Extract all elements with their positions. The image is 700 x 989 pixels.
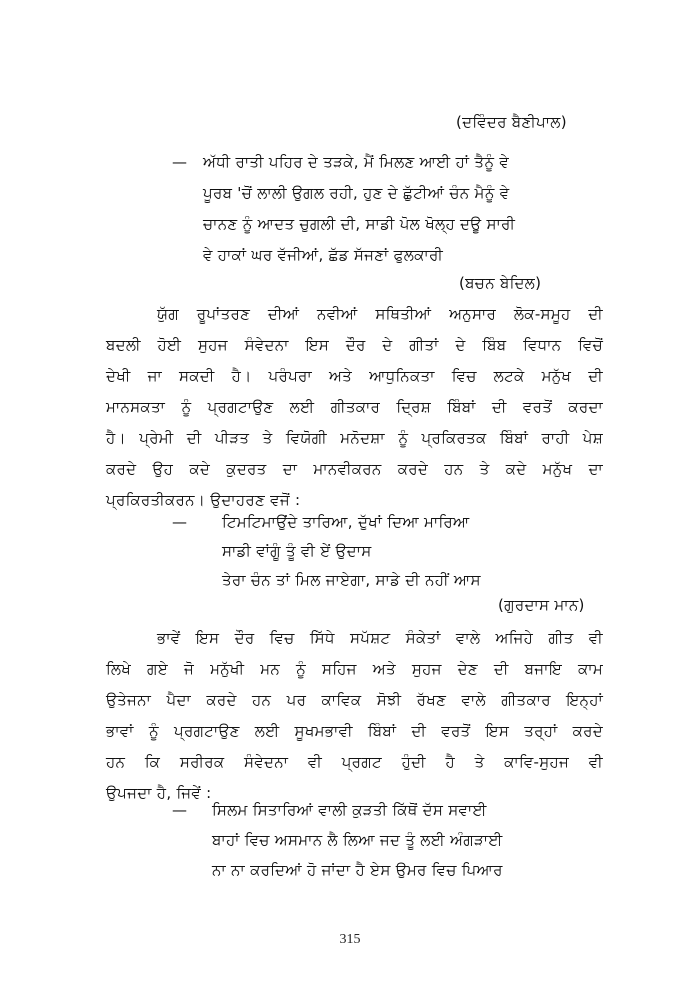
verse-line: ਅੱਧੀ ਰਾਤੀ ਪਹਿਰ ਦੇ ਤੜਕੇ, ਮੈਂ ਮਿਲਣ ਆਈ ਹਾਂ ਤੈਨੂੰ ਵੇ xyxy=(203,153,510,171)
paragraph-line: ਭਾਵੇਂ ਇਸ ਦੌਰ ਵਿਚ ਸਿੱਧੇ ਸਪੱਸ਼ਟ ਸੰਕੇਤਾਂ ਵਾਲੇ ਅਜਿਹੇ ਗੀਤ ਵੀ xyxy=(157,629,603,647)
attribution-davinder-bainipal: (ਦਵਿੰਦਰ ਬੈਣੀਪਾਲ) xyxy=(456,113,567,131)
paragraph-line: ਹੈ। ਪ੍ਰੇਮੀ ਦੀ ਪੀੜਤ ਤੇ ਵਿਯੋਗੀ ਮਨੋਦਸ਼ਾ ਨੂੰ ਪ੍ਰਕਿਰਤਕ ਬਿੰਬਾਂ ਰਾਹੀ ਪੇਸ਼ xyxy=(106,429,603,447)
verse-line: ਚਾਨਣ ਨੂੰ ਆਦਤ ਚੁਗਲੀ ਦੀ, ਸਾਡੀ ਪੋਲ ਖੋਲ੍ਹ ਦਊ ਸਾਰੀ xyxy=(203,215,516,233)
attribution-gurdas-maan: (ਗੁਰਦਾਸ ਮਾਨ) xyxy=(498,596,585,614)
page-number: 315 xyxy=(339,932,361,947)
verse-line: ਵੇ ਹਾਕਾਂ ਘਰ ਵੱਜੀਆਂ, ਛੱਡ ਸੱਜਣਾਂ ਫੁਲਕਾਰੀ xyxy=(203,246,444,264)
attribution-bachan-bedil: (ਬਚਨ ਬੇਦਿਲ) xyxy=(459,274,542,292)
paragraph-line: ਦੇਖੀ ਜਾ ਸਕਦੀ ਹੈ। ਪਰੰਪਰਾ ਅਤੇ ਆਧੁਨਿਕਤਾ ਵਿਚ ਲਟਕੇ ਮਨੁੱਖ ਦੀ xyxy=(106,367,603,385)
paragraph-line: ਬਦਲੀ ਹੋਈ ਸੁਹਜ ਸੰਵੇਦਨਾ ਇਸ ਦੌਰ ਦੇ ਗੀਤਾਂ ਦੇ ਬਿੰਬ ਵਿਧਾਨ ਵਿਚੋਂ xyxy=(106,336,603,354)
verse-line: ਨਾ ਨਾ ਕਰਦਿਆਂ ਹੋ ਜਾਂਦਾ ਹੈ ਏਸ ਉਮਰ ਵਿਚ ਪਿਆਰ xyxy=(212,861,503,879)
verse-dash: — xyxy=(172,513,187,531)
paragraph-line: ਯੁੱਗ ਰੂਪਾਂਤਰਣ ਦੀਆਂ ਨਵੀਆਂ ਸਥਿਤੀਆਂ ਅਨੁਸਾਰ ਲੋਕ-ਸਮੂਹ ਦੀ xyxy=(157,305,603,323)
paragraph-line: ਹਨ ਕਿ ਸਰੀਰਕ ਸੰਵੇਦਨਾ ਵੀ ਪ੍ਰਗਟ ਹੁੰਦੀ ਹੈ ਤੇ ਕਾਵਿ-ਸੁਹਜ ਵੀ xyxy=(106,753,603,771)
paragraph-line: ਭਾਵਾਂ ਨੂੰ ਪ੍ਰਗਟਾਉਣ ਲਈ ਸੂਖਮਭਾਵੀ ਬਿੰਬਾਂ ਦੀ ਵਰਤੋਂ ਇਸ ਤਰ੍ਹਾਂ ਕਰਦੇ xyxy=(106,722,603,740)
paragraph-line: ਮਾਨਸਕਤਾ ਨੂੰ ਪ੍ਰਗਟਾਉਣ ਲਈ ਗੀਤਕਾਰ ਦ੍ਰਿਸ਼ ਬਿੰਬਾਂ ਦੀ ਵਰਤੋਂ ਕਰਦਾ xyxy=(106,398,603,416)
paragraph-line: ਉਪਜਦਾ ਹੈ, ਜਿਵੇਂ : xyxy=(106,784,212,802)
paragraph-line: ਪ੍ਰਕਿਰਤੀਕਰਨ। ਉਦਾਹਰਣ ਵਜੋਂ : xyxy=(106,491,301,509)
verse-line: ਪੂਰਬ 'ਚੋਂ ਲਾਲੀ ਉਗਲ ਰਹੀ, ਹੁਣ ਦੇ ਛੁੱਟੀਆਂ ਚੰਨ ਮੈਨੂੰ ਵੇ xyxy=(203,184,510,202)
paragraph-line: ਲਿਖੇ ਗਏ ਜੋ ਮਨੁੱਖੀ ਮਨ ਨੂੰ ਸਹਿਜ ਅਤੇ ਸੁਹਜ ਦੇਣ ਦੀ ਬਜਾਇ ਕਾਮ xyxy=(106,660,603,678)
verse-line: ਬਾਹਾਂ ਵਿਚ ਅਸਮਾਨ ਲੈ ਲਿਆ ਜਦ ਤੂੰ ਲਈ ਅੰਗੜਾਈ xyxy=(212,831,503,849)
verse-dash: — xyxy=(172,153,187,171)
verse-line: ਸਿਲਮ ਸਿਤਾਰਿਆਂ ਵਾਲੀ ਕੁੜਤੀ ਕਿੱਥੋਂ ਦੱਸ ਸਵਾਈ xyxy=(212,801,487,819)
verse-line: ਤੇਰਾ ਚੰਨ ਤਾਂ ਮਿਲ ਜਾਏਗਾ, ਸਾਡੇ ਦੀ ਨਹੀਂ ਆਸ xyxy=(222,571,481,589)
verse-line: ਟਿਮਟਿਮਾਉਂਦੇ ਤਾਰਿਆ, ਦੁੱਖਾਂ ਦਿਆ ਮਾਰਿਆ xyxy=(222,513,470,531)
paragraph-line: ਕਰਦੇ ਉਹ ਕਦੇ ਕੁਦਰਤ ਦਾ ਮਾਨਵੀਕਰਨ ਕਰਦੇ ਹਨ ਤੇ ਕਦੇ ਮਨੁੱਖ ਦਾ xyxy=(106,460,603,478)
paragraph-line: ਉਤੇਜਨਾ ਪੈਦਾ ਕਰਦੇ ਹਨ ਪਰ ਕਾਵਿਕ ਸੋਝੀ ਰੱਖਣ ਵਾਲੇ ਗੀਤਕਾਰ ਇਨ੍ਹਾਂ xyxy=(106,691,603,709)
verse-dash: — xyxy=(172,801,187,819)
verse-line: ਸਾਡੀ ਵਾਂਗੂੰ ਤੂੰ ਵੀ ਏਂ ਉਦਾਸ xyxy=(222,542,372,560)
